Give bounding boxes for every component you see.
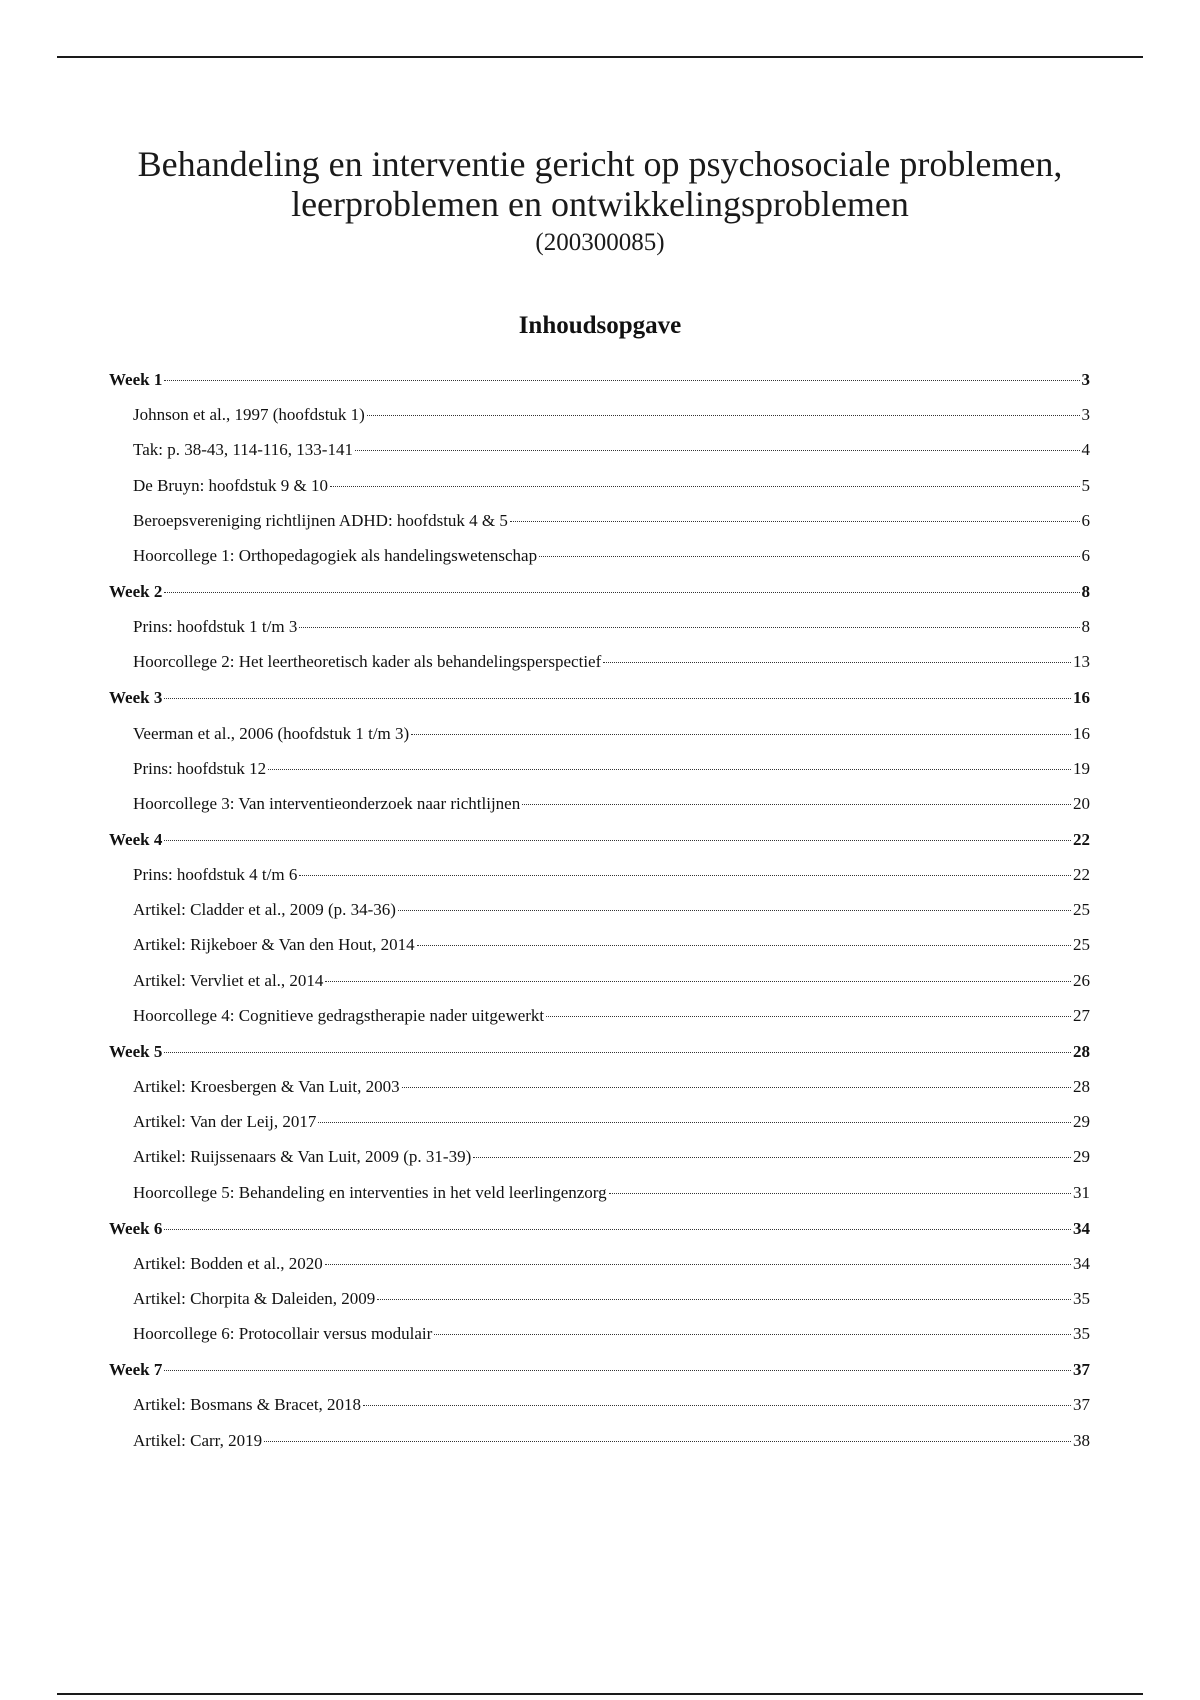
toc-week-entry[interactable] [109, 828, 1090, 851]
toc-entry-label: Prins: hoofdstuk 1 t/m 3 [133, 617, 298, 637]
toc-page-number: 28 [1073, 1041, 1090, 1061]
toc-entry-label: Tak: p. 38-43, 114-116, 133-141 [133, 440, 353, 460]
toc-page-number: 5 [1081, 475, 1090, 495]
toc-entry-label: Week 4 [109, 829, 163, 849]
toc-entry-label: Artikel: Bodden et al., 2020 [133, 1253, 323, 1273]
toc-entry-label: Artikel: Rijkeboer & Van den Hout, 2014 [133, 935, 415, 955]
toc-item-entry[interactable] [109, 1181, 1090, 1204]
toc-item-entry[interactable] [109, 1322, 1090, 1345]
toc-item-entry[interactable] [109, 1287, 1090, 1310]
toc-dot-leader [164, 698, 1071, 699]
toc-page-number: 27 [1073, 1005, 1090, 1025]
toc-dot-leader [299, 875, 1071, 876]
document-title-line-2: leerproblemen en ontwikkelingsproblemen [291, 184, 909, 224]
toc-page-number: 3 [1081, 405, 1090, 425]
toc-entry-label: Beroepsvereniging richtlijnen ADHD: hoofdstuk 4 & 5 [133, 510, 508, 530]
toc-dot-leader [164, 1229, 1071, 1230]
toc-item-entry[interactable] [109, 474, 1090, 497]
toc-page-number: 34 [1073, 1218, 1090, 1238]
toc-entry-label: Hoorcollege 1: Orthopedagogiek als handelingswetenschap [133, 545, 538, 565]
toc-dot-leader [330, 486, 1079, 487]
toc-dot-leader [299, 627, 1079, 628]
toc-entry-label: Artikel: Ruijssenaars & Van Luit, 2009 (p. 31-39) [133, 1147, 472, 1167]
toc-dot-leader [603, 662, 1071, 663]
toc-item-entry[interactable] [109, 898, 1090, 921]
top-rule [57, 56, 1143, 58]
toc-dot-leader [363, 1405, 1071, 1406]
toc-dot-leader [355, 450, 1080, 451]
toc-item-entry[interactable] [109, 1252, 1090, 1275]
toc-entry-label: Artikel: Kroesbergen & Van Luit, 2003 [133, 1077, 400, 1096]
toc-page-number: 13 [1073, 652, 1090, 672]
toc-page-number: 22 [1073, 865, 1090, 885]
toc-entry-label: Week 6 [109, 1218, 163, 1238]
toc-entry-label: Prins: hoofdstuk 4 t/m 6 [133, 865, 298, 885]
toc-dot-leader [377, 1299, 1071, 1300]
toc-page-number: 22 [1073, 829, 1090, 849]
document-header [0, 144, 1200, 258]
toc-page-number: 16 [1073, 688, 1090, 708]
toc-entry-label: Hoorcollege 2: Het leertheoretisch kader als behandelingsperspectief [133, 652, 602, 672]
toc-entry-label: Week 5 [109, 1041, 163, 1061]
toc-week-group [109, 1040, 1090, 1204]
toc-item-entry[interactable] [109, 403, 1090, 426]
toc-week-entry[interactable] [109, 580, 1090, 603]
document-title-line-1: Behandeling en interventie gericht op psychosociale problemen, [137, 144, 1063, 184]
toc-item-entry[interactable] [109, 1004, 1090, 1027]
toc-dot-leader [609, 1193, 1071, 1194]
toc-week-group [109, 368, 1090, 567]
toc-page-number: 25 [1073, 900, 1090, 920]
toc-week-entry[interactable] [109, 1040, 1090, 1063]
toc-dot-leader [164, 1370, 1071, 1371]
toc-page-number: 28 [1073, 1077, 1090, 1096]
toc-entry-label: Week 2 [109, 581, 163, 601]
toc-page-number: 29 [1073, 1112, 1090, 1132]
toc-entry-label: Artikel: Chorpita & Daleiden, 2009 [133, 1288, 376, 1308]
toc-week-entry[interactable] [109, 368, 1090, 391]
toc-dot-leader [510, 521, 1080, 522]
toc-entry-label: Week 3 [109, 688, 163, 708]
toc-week-group [109, 828, 1090, 1027]
toc-page-number: 25 [1073, 935, 1090, 955]
toc-dot-leader [539, 556, 1079, 557]
toc-page-number: 8 [1081, 581, 1090, 601]
toc-week-entry[interactable] [109, 686, 1090, 709]
toc-heading: Inhoudsopgave [518, 312, 682, 339]
table-of-contents [109, 368, 1090, 1465]
toc-week-group [109, 686, 1090, 815]
toc-item-entry[interactable] [109, 544, 1090, 567]
toc-entry-label: Week 7 [109, 1360, 163, 1380]
toc-entry-label: Hoorcollege 6: Protocollair versus modulair [133, 1324, 433, 1344]
toc-item-entry[interactable] [109, 1145, 1090, 1168]
toc-dot-leader [325, 1264, 1071, 1265]
toc-dot-leader [473, 1157, 1071, 1158]
toc-dot-leader [398, 910, 1071, 911]
toc-page-number: 20 [1073, 793, 1090, 813]
toc-item-entry[interactable] [109, 1075, 1090, 1098]
toc-item-entry[interactable] [109, 1110, 1090, 1133]
toc-item-entry[interactable] [109, 757, 1090, 780]
toc-page-number: 38 [1073, 1430, 1090, 1450]
toc-dot-leader [164, 592, 1079, 593]
toc-page-number: 35 [1073, 1288, 1090, 1308]
toc-dot-leader [411, 734, 1071, 735]
toc-entry-label: Hoorcollege 5: Behandeling en interventies in het veld leerlingenzorg [133, 1182, 607, 1202]
toc-page-number: 4 [1081, 440, 1090, 460]
toc-dot-leader [264, 1441, 1071, 1442]
toc-dot-leader [402, 1087, 1071, 1088]
toc-entry-label: Artikel: Carr, 2019 [133, 1430, 263, 1450]
toc-page-number: 29 [1073, 1147, 1090, 1167]
toc-entry-label: Hoorcollege 4: Cognitieve gedragstherapie nader uitgewerkt [133, 1005, 545, 1025]
toc-entry-label: Hoorcollege 3: Van interventieonderzoek naar richtlijnen [133, 793, 521, 813]
toc-page-number: 19 [1073, 758, 1090, 778]
toc-entry-label: Artikel: Cladder et al., 2009 (p. 34-36) [133, 900, 396, 920]
toc-dot-leader [417, 945, 1071, 946]
toc-entry-label: Johnson et al., 1997 (hoofdstuk 1) [133, 405, 365, 425]
toc-entry-label: Prins: hoofdstuk 12 [133, 758, 267, 778]
toc-week-entry[interactable] [109, 1217, 1090, 1240]
toc-dot-leader [367, 415, 1080, 416]
toc-page-number: 8 [1081, 617, 1090, 637]
toc-entry-label: Veerman et al., 2006 (hoofdstuk 1 t/m 3) [133, 723, 410, 743]
toc-dot-leader [434, 1334, 1071, 1335]
toc-page-number: 37 [1073, 1395, 1090, 1415]
bottom-rule [57, 1693, 1143, 1695]
toc-item-entry[interactable] [109, 615, 1090, 638]
toc-dot-leader [268, 769, 1071, 770]
toc-entry-label: Artikel: Van der Leij, 2017 [133, 1112, 317, 1132]
toc-dot-leader [318, 1122, 1071, 1123]
toc-dot-leader [164, 380, 1079, 381]
toc-entry-label: Week 1 [109, 370, 163, 389]
toc-page-number: 3 [1081, 370, 1090, 389]
toc-dot-leader [164, 840, 1071, 841]
toc-item-entry[interactable] [109, 969, 1090, 992]
toc-item-entry[interactable] [109, 792, 1090, 815]
toc-dot-leader [546, 1016, 1071, 1017]
course-code: (200300085) [535, 229, 665, 256]
toc-page-number: 37 [1073, 1360, 1090, 1380]
toc-week-group [109, 580, 1090, 673]
toc-page-number: 31 [1073, 1182, 1090, 1202]
toc-page-number: 6 [1081, 510, 1090, 530]
toc-item-entry[interactable] [109, 1429, 1090, 1452]
toc-page-number: 26 [1073, 970, 1090, 990]
toc-week-group [109, 1358, 1090, 1451]
toc-entry-label: De Bruyn: hoofdstuk 9 & 10 [133, 475, 329, 495]
toc-dot-leader [522, 804, 1071, 805]
toc-entry-label: Artikel: Vervliet et al., 2014 [133, 970, 324, 990]
toc-dot-leader [325, 981, 1071, 982]
toc-item-entry[interactable] [109, 509, 1090, 532]
toc-item-entry[interactable] [109, 933, 1090, 956]
toc-dot-leader [164, 1052, 1071, 1053]
toc-entry-label: Artikel: Bosmans & Bracet, 2018 [133, 1395, 362, 1415]
toc-week-group [109, 1217, 1090, 1346]
toc-page-number: 6 [1081, 545, 1090, 565]
toc-item-entry[interactable] [109, 722, 1090, 745]
toc-page-number: 35 [1073, 1324, 1090, 1344]
toc-page-number: 34 [1073, 1253, 1090, 1273]
toc-item-entry[interactable] [109, 650, 1090, 673]
toc-page-number: 16 [1073, 723, 1090, 743]
toc-item-entry[interactable] [109, 438, 1090, 461]
toc-week-entry[interactable] [109, 1358, 1090, 1381]
toc-item-entry[interactable] [109, 1393, 1090, 1416]
toc-item-entry[interactable] [109, 863, 1090, 886]
